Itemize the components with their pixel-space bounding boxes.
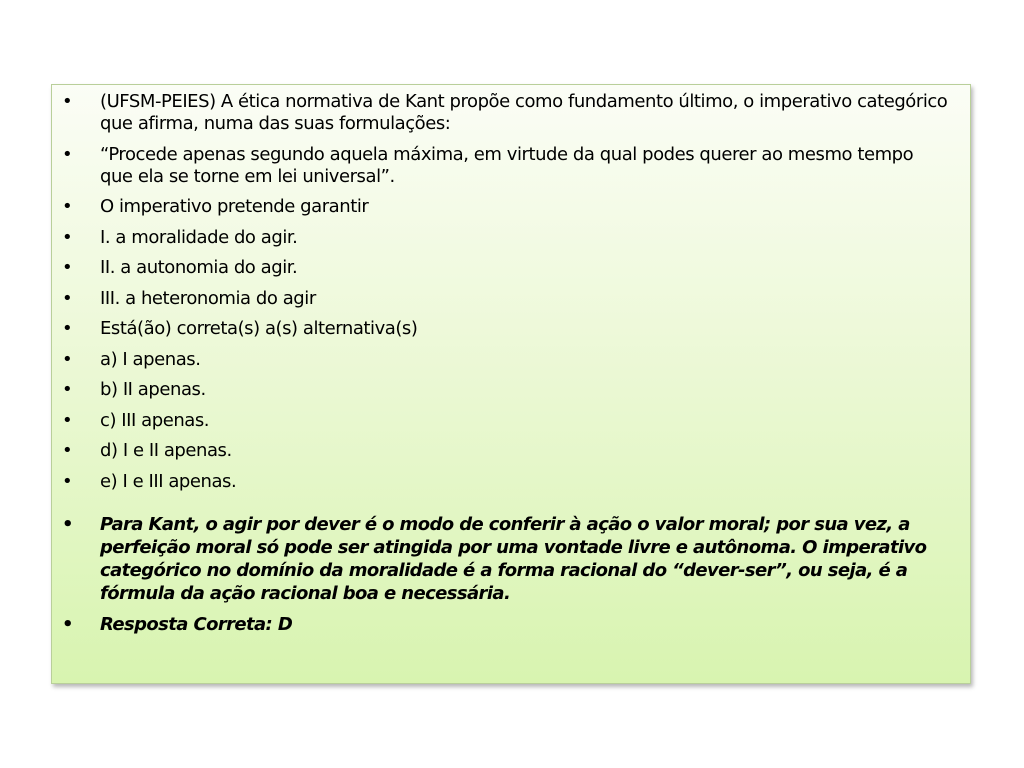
bullet-icon: • <box>62 143 73 165</box>
option-e-item <box>52 471 950 493</box>
option-d-item <box>52 440 950 462</box>
statement-ii-text: II. a autonomia do agir. <box>100 257 298 278</box>
bullet-icon: • <box>62 196 73 217</box>
explanation-item <box>52 513 950 605</box>
correct-answer-text: Resposta Correta: D <box>100 614 293 635</box>
option-c-text: c) III apenas. <box>100 409 210 431</box>
kant-quote-text: “Procede apenas segundo aquela máxima, em virtude da qual podes querer ao mesmo tempo que ela se torne em lei universal”. <box>100 143 914 187</box>
option-a-text: a) I apenas. <box>100 348 201 370</box>
question-prompt-item <box>52 196 950 218</box>
bullet-icon: • <box>62 470 73 492</box>
alternatives-prompt-item <box>52 318 950 340</box>
option-b-text: b) II apenas. <box>100 379 206 400</box>
statement-ii-item <box>52 257 950 279</box>
statement-i-text: I. a moralidade do agir. <box>100 226 298 248</box>
bullet-icon: • <box>62 614 73 635</box>
content-text-box <box>51 84 971 684</box>
bullet-icon: • <box>62 440 73 461</box>
question-prompt-text: O imperativo pretende garantir <box>100 196 369 217</box>
option-e-text: e) I e III apenas. <box>100 470 237 492</box>
explanation-text: Para Kant, o agir por dever é o modo de conferir à ação o valor moral; por sua vez, a perfeição moral só pode ser atingida por uma vontade livre e autônoma. O imperativo categórico no domínio da moralidade é a forma racional do “dever-ser”, ou seja, é a fórmula da ação racional boa e necessária. <box>100 513 927 604</box>
statement-iii-text: III. a heteronomia do agir <box>100 287 316 309</box>
option-d-text: d) I e II apenas. <box>100 440 232 461</box>
question-intro-item <box>52 91 950 135</box>
kant-quote-item <box>52 144 950 188</box>
bullet-icon: • <box>62 287 73 309</box>
bullet-icon: • <box>62 257 73 278</box>
bullet-icon: • <box>62 91 73 112</box>
bullet-icon: • <box>62 409 73 431</box>
bullet-icon: • <box>62 513 73 535</box>
correct-answer-item <box>52 613 950 636</box>
bullet-icon: • <box>62 348 73 370</box>
option-b-item <box>52 379 950 401</box>
bullet-icon: • <box>62 226 73 248</box>
statement-i-item <box>52 227 950 249</box>
alternatives-prompt-text: Está(ão) correta(s) a(s) alternativa(s) <box>100 318 418 339</box>
statement-iii-item <box>52 288 950 310</box>
bullet-icon: • <box>62 379 73 400</box>
bullet-icon: • <box>62 318 73 339</box>
bullet-list <box>52 91 950 636</box>
option-c-item <box>52 410 950 432</box>
question-intro-text: (UFSM-PEIES) A ética normativa de Kant propõe como fundamento último, o imperativo categórico que afirma, numa das suas formulações: <box>100 91 948 134</box>
option-a-item <box>52 349 950 371</box>
